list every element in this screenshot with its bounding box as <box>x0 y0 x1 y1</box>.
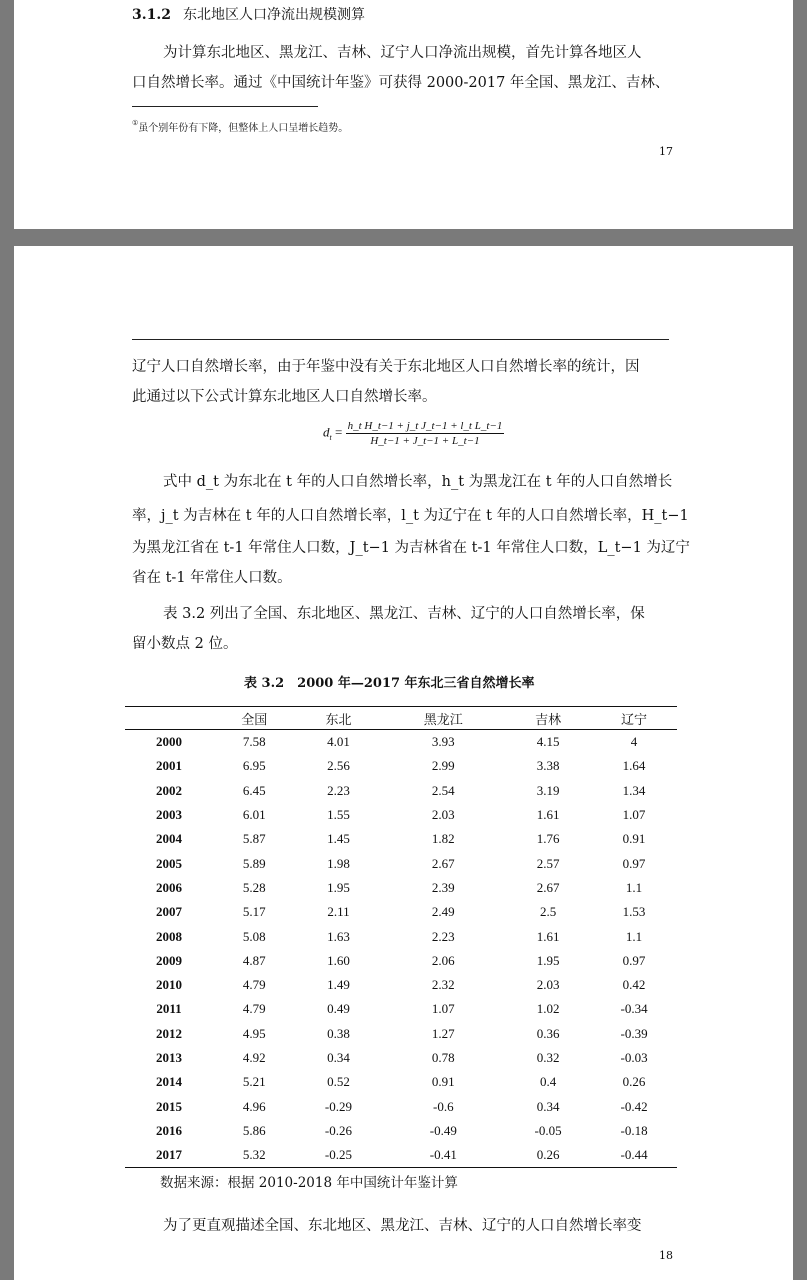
document-page-17 <box>14 0 793 229</box>
source-note: 数据来源：根据 2010-2018 年中国统计年鉴计算 <box>160 1175 458 1191</box>
table-cell: 4.79 <box>242 977 266 993</box>
table-cell: 4.96 <box>242 1098 266 1114</box>
year-cell: 2000 <box>156 734 182 750</box>
table-row <box>125 949 677 973</box>
table-cell: 2.32 <box>431 977 455 993</box>
year-cell: 2005 <box>156 855 182 871</box>
table-cell: -0.03 <box>620 1050 648 1065</box>
table-header-row <box>125 707 677 730</box>
table-cell: 3.38 <box>536 758 560 774</box>
table-row <box>125 803 677 827</box>
table-cell: 6.95 <box>242 758 266 774</box>
table-cell: 1.76 <box>536 831 560 847</box>
table-cell: 2.03 <box>536 977 560 993</box>
table-cell: -0.39 <box>620 1025 648 1041</box>
table-cell: 2.06 <box>431 952 455 968</box>
year-cell: 2008 <box>156 928 182 944</box>
section-title: 东北地区人口净流出规模测算 <box>182 7 365 23</box>
table-cell: 3.93 <box>431 734 455 750</box>
table-row <box>125 876 677 900</box>
formula-lhs: d <box>323 424 330 440</box>
column-header <box>125 707 213 730</box>
table-row <box>125 973 677 997</box>
table-cell: 5.21 <box>242 1074 266 1090</box>
table-cell: 1.53 <box>622 904 646 920</box>
table-cell: 0.26 <box>505 1143 591 1168</box>
table-row <box>125 1046 677 1070</box>
table-cell: 2.49 <box>431 904 455 920</box>
table-cell: 5.17 <box>242 904 266 920</box>
table-cell: 2.5 <box>539 904 557 920</box>
table-cell: 1.95 <box>327 879 350 895</box>
table-cell: 1.02 <box>536 1001 560 1017</box>
table-row <box>125 779 677 803</box>
table-cell: 2.11 <box>327 904 350 920</box>
table-cell: 1.34 <box>622 782 646 798</box>
table-cell: -0.44 <box>591 1143 677 1168</box>
table-cell: 0.97 <box>622 952 646 968</box>
year-cell: 2004 <box>156 831 182 847</box>
table-cell: 2.99 <box>431 758 455 774</box>
year-cell: 2015 <box>156 1098 182 1114</box>
table-cell: 0.97 <box>622 855 646 871</box>
section-heading <box>132 4 365 24</box>
table-cell: 2.03 <box>431 807 455 823</box>
table-cell: 1.07 <box>622 807 646 823</box>
document-page-18 <box>14 246 793 1280</box>
footnote-mark: ① <box>132 119 139 127</box>
year-cell: 2002 <box>156 782 182 798</box>
table-cell: 1.98 <box>327 855 350 871</box>
table-cell: -0.34 <box>620 1001 648 1017</box>
table-cell: 4.01 <box>327 734 350 750</box>
table-cell: 5.87 <box>242 831 266 847</box>
table-cell: 0.38 <box>327 1025 350 1041</box>
table-cell: -0.18 <box>620 1122 648 1138</box>
table-cell: 1.45 <box>327 831 350 847</box>
year-cell: 2016 <box>156 1122 182 1138</box>
paragraph-line: 式中 d_t 为东北在 t 年的人口自然增长率，h_t 为黑龙江在 t 年的人口自然增长 <box>163 474 673 490</box>
table-row <box>125 900 677 924</box>
paragraph-line: 率，j_t 为吉林在 t 年的人口自然增长率，l_t 为辽宁在 t 年的人口自然增长率，H_t−1 <box>132 508 689 524</box>
table-cell: 1.64 <box>622 758 646 774</box>
table-cell: -0.42 <box>620 1098 648 1114</box>
table-cell: 1.1 <box>625 879 643 895</box>
column-header: 黑龙江 <box>381 707 505 730</box>
table-cell: 4.15 <box>536 734 560 750</box>
table-cell: 2.39 <box>431 879 455 895</box>
table-cell: 0.34 <box>327 1050 350 1065</box>
table-cell: 2.57 <box>536 855 560 871</box>
paragraph-line: 辽宁人口自然增长率，由于年鉴中没有关于东北地区人口自然增长率的统计，因 <box>132 359 640 375</box>
table-cell: 1.49 <box>327 977 350 993</box>
paragraph-line: 留小数点 2 位。 <box>132 636 238 652</box>
table-cell: 4.95 <box>242 1025 266 1041</box>
table-cell: 1.60 <box>327 952 350 968</box>
table-row <box>125 754 677 778</box>
table-cell: 0.36 <box>536 1025 560 1041</box>
table-cell: 0.4 <box>539 1074 557 1090</box>
column-header: 辽宁 <box>591 707 677 730</box>
table-cell: 5.89 <box>242 855 266 871</box>
table-cell: 1.82 <box>431 831 455 847</box>
table-cell: 4 <box>630 734 638 750</box>
table-cell: 1.1 <box>625 928 643 944</box>
year-cell: 2003 <box>156 807 182 823</box>
paragraph-line: 为黑龙江省在 t-1 年常住人口数，J_t−1 为吉林省在 t-1 年常住人口数，L_t−1 为辽宁 <box>132 540 690 556</box>
year-cell: 2014 <box>156 1074 182 1090</box>
table-cell: 5.28 <box>242 879 266 895</box>
table-cell: 0.32 <box>536 1050 560 1065</box>
table-row <box>125 924 677 948</box>
formula-lhs-subscript: t <box>329 433 332 443</box>
table-cell: 2.23 <box>327 782 350 798</box>
table-cell: 0.34 <box>536 1098 560 1114</box>
table-cell: 6.01 <box>242 807 266 823</box>
table-cell: -0.6 <box>432 1098 454 1114</box>
table-row <box>125 1094 677 1118</box>
paragraph-line: 表 3.2 列出了全国、东北地区、黑龙江、吉林、辽宁的人口自然增长率，保 <box>163 606 645 622</box>
column-header: 全国 <box>213 707 296 730</box>
table-row <box>125 827 677 851</box>
table-cell: 4.92 <box>242 1050 266 1065</box>
table-cell: 0.49 <box>327 1001 350 1017</box>
year-cell: 2009 <box>156 952 182 968</box>
year-cell: 2001 <box>156 758 182 774</box>
table-row <box>125 1022 677 1046</box>
table-row <box>125 1070 677 1094</box>
year-cell: 2012 <box>156 1025 182 1041</box>
section-number: 3.1.2 <box>132 7 171 23</box>
table-cell: -0.41 <box>381 1143 505 1168</box>
footnote-text: 虽个别年份有下降，但整体上人口呈增长趋势。 <box>138 123 349 134</box>
table-cell: 1.63 <box>327 928 350 944</box>
table-row <box>125 851 677 875</box>
table-cell: 2.54 <box>431 782 455 798</box>
footnote-rule <box>132 106 318 107</box>
year-cell: 2013 <box>156 1050 182 1065</box>
table-cell: 1.61 <box>536 928 560 944</box>
year-cell: 2011 <box>156 1001 182 1017</box>
column-header: 东北 <box>296 707 382 730</box>
table-cell: -0.25 <box>296 1143 382 1168</box>
table-cell: -0.26 <box>324 1122 352 1138</box>
table-cell: 5.86 <box>242 1122 266 1138</box>
column-header: 吉林 <box>505 707 591 730</box>
table-caption: 表 3.2 2000 年—2017 年东北三省自然增长率 <box>244 676 535 691</box>
table-cell: 1.07 <box>431 1001 455 1017</box>
table-cell: 6.45 <box>242 782 266 798</box>
year-cell: 2010 <box>156 977 182 993</box>
table-row <box>125 730 677 755</box>
table-cell: -0.05 <box>534 1122 562 1138</box>
table-cell: 1.95 <box>536 952 560 968</box>
table-cell: 1.27 <box>431 1025 455 1041</box>
paragraph-line: 为计算东北地区、黑龙江、吉林、辽宁人口净流出规模，首先计算各地区人 <box>163 45 642 61</box>
table-cell: 2.56 <box>327 758 350 774</box>
table-row <box>125 1119 677 1143</box>
page-number: 17 <box>659 145 673 158</box>
table-cell: 0.91 <box>431 1074 455 1090</box>
table-cell: 0.52 <box>327 1074 350 1090</box>
year-cell: 2007 <box>156 904 182 920</box>
table-row <box>125 1143 677 1168</box>
table-cell: 5.32 <box>213 1143 296 1168</box>
table-cell: 0.42 <box>622 977 646 993</box>
table-row <box>125 997 677 1021</box>
table-cell: -0.49 <box>429 1122 457 1138</box>
table-cell: 3.19 <box>536 782 560 798</box>
table-cell: 4.87 <box>242 952 266 968</box>
table-cell: 0.91 <box>622 831 646 847</box>
table-cell: 1.55 <box>327 807 350 823</box>
paragraph-line: 此通过以下公式计算东北地区人口自然增长率。 <box>132 389 437 405</box>
table-cell: 0.78 <box>431 1050 455 1065</box>
paragraph-line: 为了更直观描述全国、东北地区、黑龙江、吉林、辽宁的人口自然增长率变 <box>163 1218 642 1234</box>
year-cell: 2017 <box>125 1143 213 1168</box>
table-cell: -0.29 <box>324 1098 352 1114</box>
table-cell: 2.67 <box>431 855 455 871</box>
year-cell: 2006 <box>156 879 182 895</box>
paragraph-line: 口自然增长率。通过《中国统计年鉴》可获得 2000-2017 年全国、黑龙江、吉林、 <box>132 75 670 91</box>
table-cell: 7.58 <box>242 734 266 750</box>
table-cell: 2.67 <box>536 879 560 895</box>
table-cell: 4.79 <box>242 1001 266 1017</box>
growth-rate-table <box>125 706 677 1168</box>
header-rule <box>132 339 669 340</box>
table-cell: 1.61 <box>536 807 560 823</box>
table-cell: 0.26 <box>622 1074 646 1090</box>
table-cell: 2.23 <box>431 928 455 944</box>
formula-fraction <box>346 420 505 447</box>
paragraph-line: 省在 t-1 年常住人口数。 <box>132 570 292 586</box>
table-cell: 5.08 <box>242 928 266 944</box>
page-number: 18 <box>659 1249 673 1262</box>
formula: $d_t$ = $\frac{\text{h\_t H\_t−1 + j\_t J\_t−1 + l\_t L\_t−1}}{H\_t-1 + J\_t-1 + L\_t-1}$ <box>323 420 503 447</box>
formula-numerator: h_t H_t−1 + j_t J_t−1 + l_t L_t−1 <box>347 420 503 432</box>
footnote <box>132 119 348 134</box>
formula-denominator: H_t−1 + J_t−1 + L_t−1 <box>370 435 480 447</box>
